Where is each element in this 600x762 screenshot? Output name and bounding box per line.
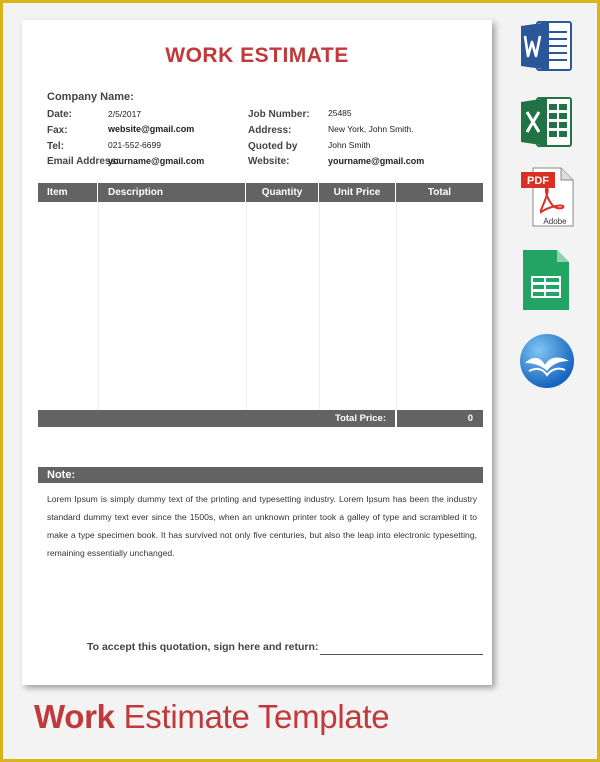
fax-value: website@gmail.com bbox=[108, 124, 195, 134]
job-number-label: Job Number: bbox=[248, 109, 310, 120]
items-table-body bbox=[38, 202, 483, 410]
job-number-value: 25485 bbox=[328, 108, 352, 118]
accept-quotation-text: To accept this quotation, sign here and return: bbox=[87, 641, 319, 653]
google-sheets-icon[interactable] bbox=[519, 248, 575, 312]
note-label: Note: bbox=[47, 469, 76, 481]
template-title-rest: Estimate Template bbox=[114, 698, 390, 735]
quoted-by-label: Quoted by bbox=[248, 141, 298, 152]
company-name-label: Company Name: bbox=[47, 91, 134, 103]
word-icon[interactable] bbox=[519, 18, 575, 74]
tel-label: Tel: bbox=[47, 141, 65, 152]
estimate-document bbox=[22, 20, 492, 685]
header-description: Description bbox=[98, 183, 246, 202]
column-divider bbox=[246, 202, 247, 410]
note-header bbox=[38, 467, 483, 483]
address-value: New York, John Smith. bbox=[328, 124, 414, 134]
tel-value: 021-552-6699 bbox=[108, 140, 161, 150]
openoffice-icon[interactable] bbox=[519, 333, 575, 389]
header-item: Item bbox=[38, 183, 98, 202]
fax-label: Fax: bbox=[47, 125, 68, 136]
column-divider bbox=[98, 202, 99, 410]
pdf-adobe-icon[interactable] bbox=[519, 166, 575, 228]
pdf-label: PDF bbox=[527, 175, 549, 187]
template-title-bold: Work bbox=[34, 698, 115, 735]
note-text: Lorem Ipsum is simply dummy text of the printing and typesetting industry. Lorem Ipsum has been the industry standard dummy text ever since the 1500s, when an unknown printer took a galley of type and scrambled it to make a type specimen book. It has survived not only five centuries, but also the leap into electronic typesetting, remaining essentially unchanged. bbox=[47, 494, 477, 558]
date-label: Date: bbox=[47, 109, 73, 120]
total-price-value: 0 bbox=[467, 413, 473, 424]
column-divider bbox=[319, 202, 320, 410]
total-divider bbox=[395, 410, 397, 427]
address-label: Address: bbox=[248, 125, 292, 136]
signature-line[interactable] bbox=[320, 654, 483, 655]
website-label: Website: bbox=[248, 156, 290, 167]
header-quantity: Quantity bbox=[246, 183, 319, 202]
column-divider bbox=[396, 202, 397, 410]
date-value: 2/5/2017 bbox=[108, 109, 142, 119]
website-value: yourname@gmail.com bbox=[328, 156, 425, 166]
adobe-label: Adobe bbox=[543, 217, 567, 226]
header-unit-price: Unit Price bbox=[319, 183, 396, 202]
items-table-header bbox=[38, 183, 483, 202]
total-price-label: Total Price: bbox=[334, 413, 386, 424]
quoted-by-value: John Smith bbox=[328, 140, 371, 150]
template-title bbox=[34, 698, 389, 736]
email-value: yourname@gmail.com bbox=[108, 156, 205, 166]
email-label: Email Address: bbox=[47, 156, 120, 167]
header-total: Total bbox=[427, 187, 452, 198]
total-price-bar bbox=[38, 410, 483, 427]
excel-icon[interactable] bbox=[519, 94, 575, 150]
document-title: WORK ESTIMATE bbox=[165, 44, 349, 67]
